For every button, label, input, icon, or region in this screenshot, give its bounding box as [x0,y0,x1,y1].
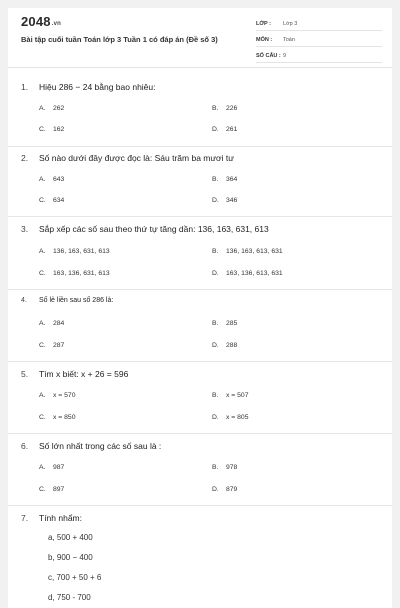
option-d[interactable]: D. x = 805 [212,414,249,421]
option-a[interactable]: A. 136, 163, 631, 613 [39,248,110,255]
option-c[interactable]: C. 287 [39,342,65,349]
option-c[interactable]: C. 162 [39,126,65,133]
option-a[interactable]: A. 987 [39,464,65,471]
logo-tld: .vn [51,21,62,27]
logo-text: 2048 [21,14,51,29]
sub-item-d: d, 750 - 700 [48,593,91,602]
question-7: 7. Tính nhẩm: [21,513,82,523]
question-4: 4. Số lẻ liền sau số 286 là: [21,297,114,304]
sub-item-a: a, 500 + 400 [48,533,93,542]
question-1: 1. Hiệu 286 − 24 bằng bao nhiêu: [21,82,156,92]
question-text: Tính nhẩm: [39,513,82,523]
option-d[interactable]: D. 261 [212,126,238,133]
option-c[interactable]: C. x = 850 [39,414,76,421]
option-b[interactable]: B. 978 [212,464,238,471]
document-meta [256,17,382,65]
option-b[interactable]: B. 285 [212,320,238,327]
option-a[interactable]: A. 643 [39,176,65,183]
worksheet-header [8,8,392,68]
option-d[interactable]: D. 288 [212,342,238,349]
divider [8,289,392,290]
site-logo[interactable] [21,14,61,29]
question-2: 2. Số nào dưới đây được đọc là: Sáu trăm ba mươi tư [21,153,234,163]
divider [8,146,392,147]
option-b[interactable]: B. 364 [212,176,238,183]
worksheet-page [8,8,392,608]
option-c[interactable]: C. 163, 136, 631, 613 [39,270,110,277]
option-c[interactable]: C. 634 [39,197,65,204]
sub-item-b: b, 900 − 400 [48,553,93,562]
option-a[interactable]: A. x = 570 [39,392,76,399]
option-b[interactable]: B. x = 507 [212,392,249,399]
question-5: 5. Tìm x biết: x + 26 = 596 [21,369,129,379]
divider [8,433,392,434]
option-c[interactable]: C. 897 [39,486,65,493]
meta-question-count: SỐ CÂU : 9 [256,49,382,63]
question-6: 6. Số lớn nhất trong các số sau là : [21,441,162,451]
question-text: Số nào dưới đây được đọc là: Sáu trăm ba mươi tư [39,153,234,163]
divider [8,505,392,506]
question-text: Sắp xếp các số sau theo thứ tự tăng dần: 136, 163, 631, 613 [39,224,269,234]
document-title: Bài tập cuối tuần Toán lớp 3 Tuần 1 có đáp án (Đề số 3) [21,35,218,44]
option-b[interactable]: B. 226 [212,105,238,112]
option-a[interactable]: A. 284 [39,320,65,327]
question-text: Hiệu 286 − 24 bằng bao nhiêu: [39,82,156,92]
question-text: Số lớn nhất trong các số sau là : [39,441,162,451]
question-text: Số lẻ liền sau số 286 là: [39,297,114,304]
option-d[interactable]: D. 346 [212,197,238,204]
meta-class: LỚP : Lớp 3 [256,17,382,31]
question-text: Tìm x biết: x + 26 = 596 [39,369,129,379]
option-b[interactable]: B. 136, 163, 613, 631 [212,248,283,255]
option-a[interactable]: A. 262 [39,105,65,112]
divider [8,216,392,217]
divider [8,361,392,362]
option-d[interactable]: D. 879 [212,486,238,493]
sub-item-c: c, 700 + 50 + 6 [48,573,102,582]
option-d[interactable]: D. 163, 136, 613, 631 [212,270,283,277]
question-3: 3. Sắp xếp các số sau theo thứ tự tăng dần: 136, 163, 631, 613 [21,224,269,234]
meta-subject: MÔN : Toán [256,33,382,47]
